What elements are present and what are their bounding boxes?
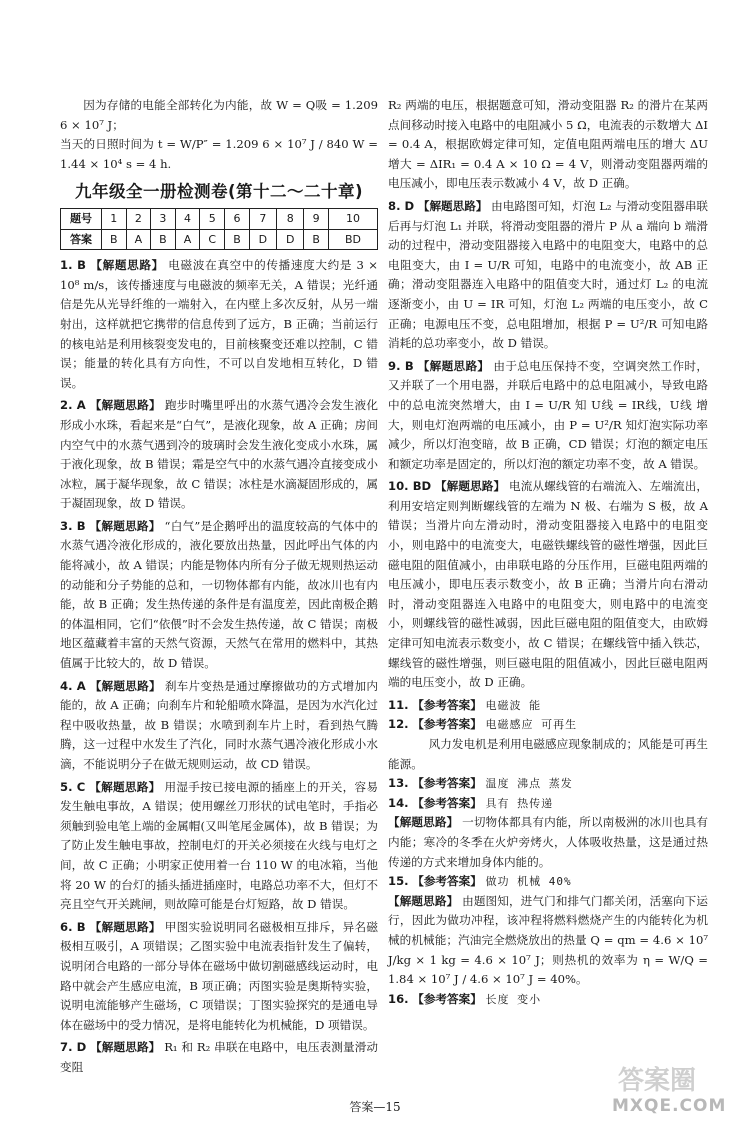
- question-14: [388, 794, 708, 814]
- right-column: [388, 96, 708, 1009]
- answer-table: [60, 208, 378, 250]
- intro-line-2: 当天的日照时间为 t = W/P″ = 1.209 6 × 10⁷ J / 840 W = 1.44 × 10⁴ s = 4 h.: [60, 137, 378, 171]
- question-13: [388, 774, 708, 794]
- table-cell-answer: B: [225, 229, 250, 250]
- question-text: 由于总电压保持不变，空调突然工作时，又并联了一个用电器，并联后电路中的总电阻减小，导致电路中的总电流突然增大，由 I = U/R 知 U线 = IR线，U线 增大，则电灯泡两端的电压减小，由 P = U²/R 知灯泡实际功率减少，所以灯泡变暗，故 B 正确，CD 错误；灯泡的额定电压和额定功率是固定的，所以灯泡的额定功率不变，故 A 错误。: [388, 358, 708, 471]
- table-cell-answer: D: [249, 229, 276, 250]
- table-cell-answer: B: [304, 229, 329, 250]
- question-8: [388, 197, 708, 354]
- table-cell-answer: B: [151, 229, 176, 250]
- question-number: 6. B: [60, 919, 86, 934]
- question-number: 11.: [388, 697, 409, 712]
- answer-table-header-row: [61, 208, 378, 229]
- table-cell-number: 4: [175, 208, 200, 229]
- watermark-text: MXQE.COM: [612, 1096, 727, 1116]
- table-cell-number: 3: [151, 208, 176, 229]
- question-1: [60, 256, 378, 393]
- answer-table-answer-label: 答案: [61, 229, 102, 250]
- question-11: [388, 696, 708, 716]
- question-number: 1. B: [60, 258, 87, 273]
- table-cell-number: 10: [328, 208, 377, 229]
- solution-tag: 【解题思路】: [89, 398, 161, 413]
- intro-line-1: 因为存储的电能全部转化为内能，故 W = Q吸 = 1.209 6 × 10⁷ J；: [60, 98, 378, 132]
- question-number: 13.: [388, 776, 409, 791]
- table-cell-number: 5: [200, 208, 225, 229]
- question-number: 4. A: [60, 678, 86, 693]
- question-number: 2. A: [60, 398, 86, 413]
- question-6: [60, 918, 378, 1036]
- reference-tag: 【参考答案】: [412, 795, 482, 810]
- section-title: 九年级全一册检测卷(第十二～二十章): [74, 182, 364, 202]
- answer-table-header-label: 题号: [61, 208, 102, 229]
- answer-table-answer-row: [61, 229, 378, 250]
- question-2: [60, 396, 378, 514]
- solution-tag: 【解题思路】: [434, 479, 506, 494]
- reference-answer: 具有 热传递: [485, 796, 554, 810]
- question-10: [388, 477, 708, 693]
- question-7: [60, 1038, 378, 1077]
- watermark-mark: 答案圈: [618, 1066, 697, 1096]
- table-cell-answer: B: [102, 229, 127, 250]
- question-text: 电磁波在真空中的传播速度大约是 3 × 10⁸ m/s，该传播速度与电磁波的频率无关，A 错误；光纤通信是先从光导纤维的一端射入，在内壁上多次反射，从另一端射出，这样就把它携带的信息传到了远方，B 正确；当前运行的核电站是利用核裂变发电的，目前核聚变还难以控制，C 错误；能量的转化具有方向性，不可以自发地相互转化，D 错误。: [60, 258, 378, 390]
- question-5: [60, 778, 378, 915]
- question-12-explanation: 风力发电机是利用电磁感应现象制成的；风能是可再生能源。: [388, 737, 708, 771]
- question-text: 跑步时嘴里呼出的水蒸气遇冷会发生液化形成小水珠，看起来是“白气”，是液化现象，故 A 正确；房间内空气中的水蒸气遇到冷的玻璃时会发生液化变成小水珠，属于液化现象，故 B 错误；霜是空气中的水蒸气遇冷直接变成小冰粒，属于凝华现象，故 C 错误；冰柱是水滴凝固形成的，属于凝固现象，故 D 错误。: [60, 398, 378, 511]
- solution-tag: 【解题思路】: [90, 258, 164, 273]
- reference-tag: 【参考答案】: [412, 717, 482, 732]
- reference-tag: 【参考答案】: [412, 874, 482, 889]
- question-number: 3. B: [60, 518, 86, 533]
- question-number: 9. B: [388, 358, 414, 373]
- question-number: 10. BD: [388, 479, 432, 494]
- reference-answer: 电磁感应 可再生: [485, 718, 578, 732]
- question-3: [60, 517, 378, 674]
- question-number: 15.: [388, 874, 409, 889]
- question-4: [60, 677, 378, 775]
- reference-answer: 做功 机械 40%: [485, 875, 572, 889]
- question-text: 一切物体都具有内能，所以南极洲的冰川也具有内能；寒冷的冬季在火炉旁烤火，人体吸收热量，这是通过热传递的方式来增加身体内能的。: [388, 815, 708, 869]
- question-16: [388, 990, 708, 1010]
- watermark-logo: [612, 1060, 742, 1122]
- reference-answer: 电磁波 能: [485, 698, 542, 712]
- question-text: 甲图实验说明同名磁极相互排斥，异名磁极相互吸引，A 项错误；乙图实验中电流表指针发生了偏转，说明闭合电路的一部分导体在磁场中做切割磁感线运动时，电路中就会产生感应电流，B 项正确；丙图实验是奥斯特实验，说明电流能够产生磁场，C 项错误；丁图实验探究的是通电导体在磁场中的受力情况，是将电能转化为机械能，D 项错误。: [60, 919, 379, 1032]
- left-column: [60, 96, 378, 1078]
- question-9: [388, 357, 708, 475]
- question-number: 7. D: [60, 1040, 87, 1055]
- solution-tag: 【解题思路】: [417, 358, 490, 373]
- table-cell-number: 8: [277, 208, 304, 229]
- solution-tag: 【解题思路】: [388, 815, 459, 830]
- table-cell-answer: A: [175, 229, 200, 250]
- solution-tag: 【解题思路】: [417, 198, 488, 213]
- solution-tag: 【解题思路】: [89, 678, 161, 693]
- reference-tag: 【参考答案】: [412, 697, 482, 712]
- question-number: 5. C: [60, 779, 86, 794]
- table-cell-number: 7: [249, 208, 276, 229]
- question-text: 由电路图可知，灯泡 L₂ 与滑动变阻器串联后再与灯泡 L₁ 并联，将滑动变阻器的滑片 P 从 a 端向 b 端滑动的过程中，滑动变阻器接入电路中的电阻变大，电路中的总电阻变大，由 I = U/R 可知，电路中的电流变小，故 AB 正确；滑动变阻器连入电路中的阻值变大时，通过灯 L₂ 的电流逐渐变小，由 U = IR 可知，灯泡 L₂ 两端的电压变小，故 C 正确；电源电压不变，总电阻增加，根据 P = U²/R 可知电路消耗的总功率变小，故 D 错误。: [388, 198, 709, 351]
- solution-tag: 【解题思路】: [90, 1040, 161, 1055]
- question-text: “白气”是企鹅呼出的温度较高的气体中的水蒸气遇冷液化形成的，液化要放出热量，因此呼出气体的内能将减小，故 A 错误；内能是物体内所有分子做无规则热运动的动能和分子势能的总和，一切物体都有内能，故冰川也有内能，故 B 正确；发生热传递的条件是有温度差，因此南极企鹅的体温相同，它们“依偎”时不会发生热传递，故 C 错误；南极地区蕴藏着丰富的天然气资源，天然气在常用的燃料中，其热值属于比较大的，故 D 错误。: [60, 518, 378, 671]
- table-cell-answer: D: [277, 229, 304, 250]
- question-12: [388, 715, 708, 735]
- question-number: 8. D: [388, 198, 415, 213]
- table-cell-number: 1: [102, 208, 127, 229]
- question-text: 刹车片变热是通过摩擦做功的方式增加内能的，故 A 正确；向刹车片和轮船喷水降温，是因为水汽化过程中吸收热量，故 B 错误；水喷到刹车片上时，看到热气腾腾，这一过程中水发生了汽化，同时水蒸气遇冷液化形成小水滴，不能说明分子在做无规则运动，故 CD 错误。: [60, 678, 378, 771]
- solution-tag: 【解题思路】: [388, 893, 459, 908]
- table-cell-number: 9: [304, 208, 329, 229]
- page-footer: 答案—15: [349, 1100, 401, 1114]
- reference-tag: 【参考答案】: [412, 991, 482, 1006]
- question-text: 由题图知，进气门和排气门都关闭，活塞向下运行，因此为做功冲程，该冲程将燃料燃烧产生的内能转化为机械的机械能；汽油完全燃烧放出的热量 Q = qm = 4.6 × 10⁷ J/kg × 1 kg = 4.6 × 10⁷ J；则热机的效率为 η = W/Q = 1.84 × 10⁷ J / 4.6 × 10⁷ J = 40%。: [388, 893, 708, 987]
- solution-tag: 【解题思路】: [89, 518, 161, 533]
- question-7-continued: R₂ 两端的电压，根据题意可知，滑动变阻器 R₂ 的滑片在某两点间移动时接入电路中的电阻减小 5 Ω，电流表的示数增大 ΔI = 0.4 A，根据欧姆定律可知，定值电阻两端电压的增大 ΔU增大 = ΔIR₁ = 0.4 A × 10 Ω = 4 V，则滑动变阻器两端的电压减小，即电压表示数减小 4 V，故 D 正确。: [388, 98, 708, 191]
- question-15: [388, 872, 708, 892]
- question-15-explanation: [388, 892, 708, 990]
- question-text: 电流从螺线管的右端流入、左端流出，利用安培定则判断螺线管的左端为 N 极、右端为 S 极，故 A 错误；当滑片向左滑动时，滑动变阻器接入电路中的电阻变小，则电路中的电流变大，电磁铁螺线管的磁性增强，因此巨磁电阻的阻值减小，由串联电路的分压作用，巨磁电阻两端的电压减小，即电压表示数变小，故 B 正确；当滑片向右滑动时，滑动变阻器连入电路中的电阻变大，则电路中的电流变小，则螺线管的磁性减弱，因此巨磁电阻的阻值变大，由欧姆定律可知电流表示数变小，故 C 错误；在螺线管中插入铁芯，螺线管的磁性增强，则巨磁电阻的阻值减小，因此巨磁电阻两端的电压变小，故 D 正确。: [388, 479, 708, 690]
- table-cell-number: 2: [126, 208, 151, 229]
- solution-tag: 【解题思路】: [89, 919, 161, 934]
- question-14-explanation: [388, 813, 708, 872]
- reference-tag: 【参考答案】: [412, 776, 482, 791]
- table-cell-answer: A: [126, 229, 151, 250]
- question-number: 12.: [388, 717, 409, 732]
- reference-answer: 长度 变小: [485, 992, 542, 1006]
- question-text: 用湿手按已接电源的插座上的开关，容易发生触电事故，A 错误；使用螺丝刀形状的试电笔时，手指必须触到验电笔上端的金属帽(又叫笔尾金属体)，故 B 错误；为了防止发生触电事故，控制电灯的开关必须接在火线与电灯之间，故 C 正确；小明家正使用着一台 110 W 的电冰箱，当他将 20 W 的台灯的插头插进插座时，电路总功率不大，但灯不亮且空气开关跳闸，则故障可能是台灯短路，故 D 错误。: [60, 779, 378, 912]
- table-cell-answer: C: [200, 229, 225, 250]
- question-number: 16.: [388, 991, 409, 1006]
- question-number: 14.: [388, 795, 409, 810]
- solution-tag: 【解题思路】: [89, 779, 161, 794]
- reference-answer: 温度 沸点 蒸发: [485, 777, 573, 791]
- table-cell-answer: BD: [328, 229, 377, 250]
- question-text: R₁ 和 R₂ 串联在电路中，电压表测量滑动变阻: [60, 1040, 379, 1074]
- table-cell-number: 6: [225, 208, 250, 229]
